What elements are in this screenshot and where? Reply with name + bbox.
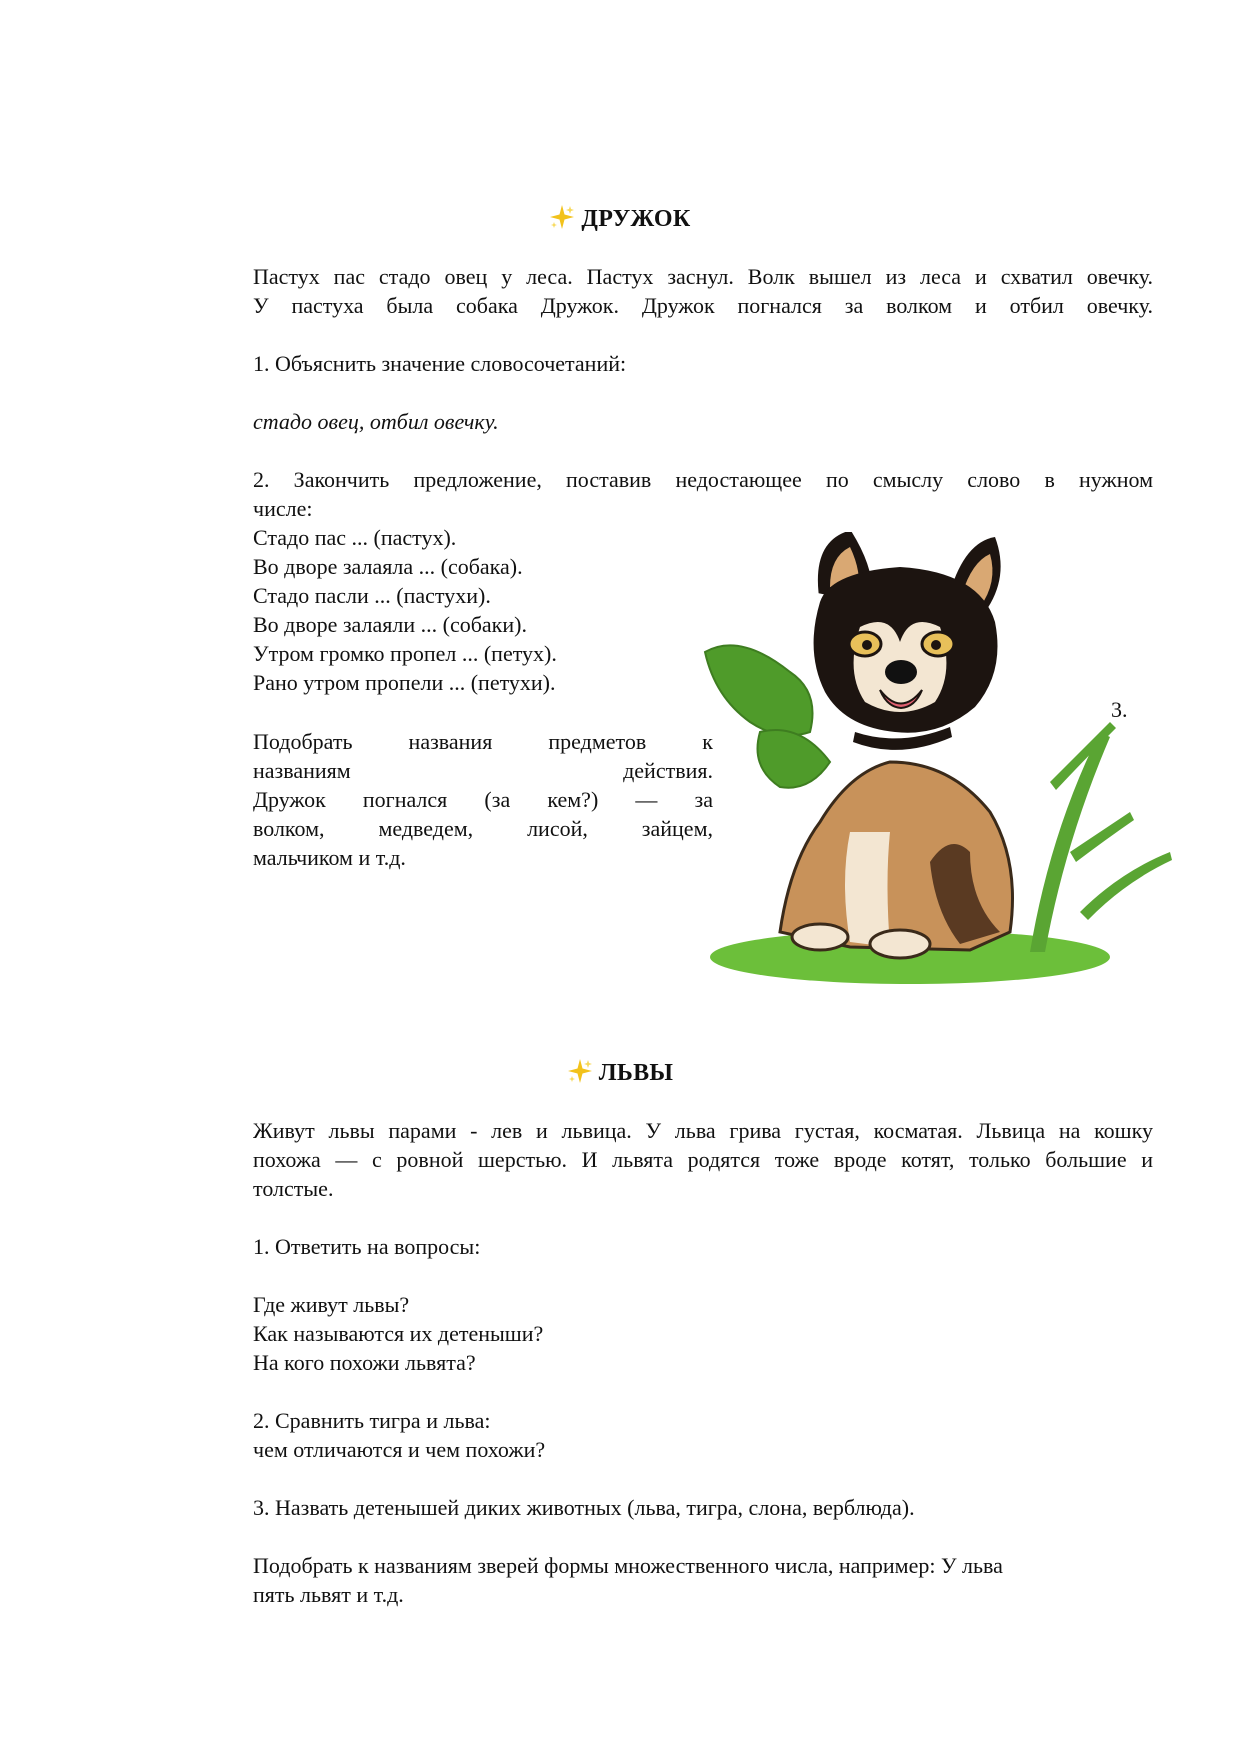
question-item: На кого похожи львята? — [253, 1350, 476, 1375]
sentence-item: Во дворе залаяла ... (собака). — [253, 554, 523, 579]
section-title-druzhok — [0, 204, 1240, 237]
task-example: стадо овец, отбил овечку. — [253, 409, 499, 434]
section-title-text: ЛЬВЫ — [598, 1060, 674, 1086]
task-heading: числе: — [253, 496, 313, 521]
task-text: мальчиком и т.д. — [253, 845, 406, 870]
task-text: Подобрать названия предметов к — [253, 729, 713, 754]
sentence-item: Рано утром пропели ... (петухи). — [253, 670, 556, 695]
task-text: названиям действия. — [253, 758, 713, 783]
sentence-item: Во дворе залаяли ... (собаки). — [253, 612, 527, 637]
sparkle-icon — [549, 204, 575, 237]
task-heading: 1. Объяснить значение словосочетаний: — [253, 351, 627, 376]
question-item: Как называются их детеныши? — [253, 1321, 544, 1346]
task-text: пять львят и т.д. — [253, 1582, 404, 1607]
task-heading: 2. Закончить предложение, поставив недостающее по смыслу слово в нужном — [253, 467, 1153, 492]
story-line: Пастух пас стадо овец у леса. Пастух заснул. Волк вышел из леса и схватил овечку. — [253, 264, 1153, 289]
story-line: толстые. — [253, 1176, 334, 1201]
story-line: У пастуха была собака Дружок. Дружок погнался за волком и отбил овечку. — [253, 293, 1153, 318]
task-heading: 1. Ответить на вопросы: — [253, 1234, 481, 1259]
section-title-lvy — [0, 1058, 1240, 1091]
task-heading: 3. Назвать детенышей диких животных (льва, тигра, слона, верблюда). — [253, 1495, 915, 1520]
sparkle-icon — [567, 1058, 593, 1091]
sentence-item: Стадо пасли ... (пастухи). — [253, 583, 491, 608]
story-line: Живут львы парами - лев и львица. У льва грива густая, косматая. Львица на кошку — [253, 1118, 1153, 1143]
task-heading: 2. Сравнить тигра и льва: — [253, 1408, 491, 1433]
sentence-item: Утром громко пропел ... (петух). — [253, 641, 557, 666]
story-line: похожа — с ровной шерстью. И львята родятся тоже вроде котят, только большие и — [253, 1147, 1153, 1172]
section-title-text: ДРУЖОК — [581, 206, 691, 232]
task-text: Дружок погнался (за кем?) — за — [253, 787, 713, 812]
task-text: волком, медведем, лисой, зайцем, — [253, 816, 713, 841]
task-text: чем отличаются и чем похожи? — [253, 1437, 546, 1462]
task-number: 3. — [1111, 697, 1128, 722]
question-item: Где живут львы? — [253, 1292, 410, 1317]
task-text: Подобрать к названиям зверей формы множественного числа, например: У льва — [253, 1553, 1003, 1578]
puppy-illustration — [700, 532, 1180, 994]
sentence-item: Стадо пас ... (пастух). — [253, 525, 457, 550]
